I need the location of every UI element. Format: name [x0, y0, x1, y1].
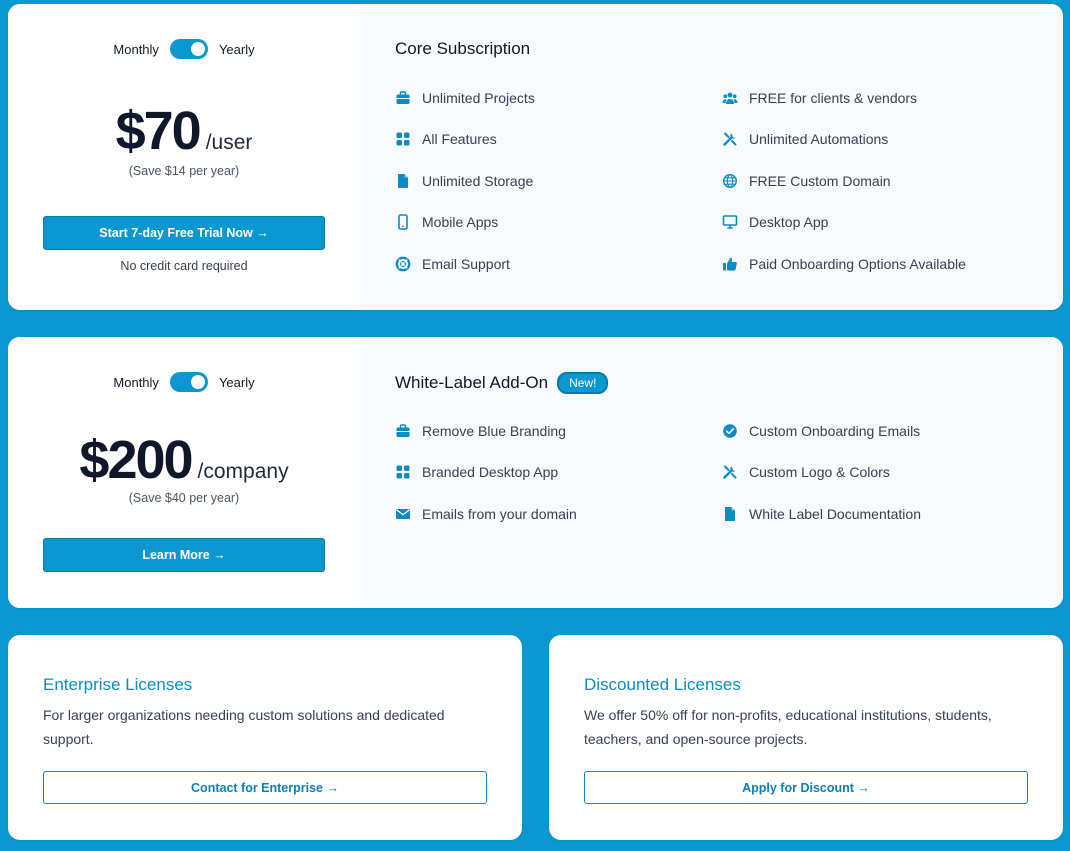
yearly-label: Yearly	[218, 41, 255, 57]
feature-item	[395, 170, 722, 191]
yearly-savings: (Save $40 per year)	[128, 491, 240, 505]
feature-label: Paid Onboarding Options Available	[749, 255, 966, 272]
globe-icon	[722, 173, 738, 189]
feature-label: FREE for clients & vendors	[749, 89, 918, 106]
white-label-card	[8, 337, 1063, 608]
feature-label: Email Support	[422, 255, 510, 272]
feature-item	[722, 129, 1049, 150]
feature-label: All Features	[422, 131, 497, 147]
learn-more-button[interactable]: Learn More →	[43, 538, 325, 572]
price-row	[8, 100, 360, 162]
feature-item	[722, 503, 1049, 524]
enterprise-title: Enterprise Licenses	[43, 675, 193, 694]
price-row	[8, 429, 360, 491]
feature-label: Mobile Apps	[422, 214, 499, 230]
feature-list	[395, 87, 1055, 274]
billing-toggle-row	[8, 372, 360, 392]
feature-item	[395, 420, 722, 441]
price-value: $200	[79, 430, 192, 490]
grid-icon	[395, 464, 411, 480]
discounted-licenses-card	[549, 635, 1063, 840]
briefcase-icon	[395, 423, 411, 439]
monthly-label: Monthly	[113, 374, 159, 390]
feature-label: Desktop App	[749, 214, 829, 230]
price-value: $70	[115, 101, 200, 161]
discount-title: Discounted Licenses	[584, 675, 741, 694]
price-unit: /user	[205, 131, 253, 154]
mobile-icon	[395, 214, 411, 230]
plan-title-text: White-Label Add-On	[395, 373, 549, 392]
feature-label: Unlimited Projects	[422, 89, 535, 106]
envelope-icon	[395, 506, 411, 522]
start-trial-button[interactable]: Start 7-day Free Trial Now →	[43, 216, 325, 250]
enterprise-description: For larger organizations needing custom solutions and dedicated support.	[43, 707, 445, 747]
feature-item	[395, 87, 722, 108]
feature-label: Unlimited Automations	[749, 131, 889, 147]
feature-item	[395, 212, 722, 233]
tools-icon	[722, 131, 738, 147]
feature-label: Custom Logo & Colors	[749, 464, 890, 480]
toggle-knob	[191, 375, 205, 389]
feature-list	[395, 420, 1055, 524]
feature-item	[395, 129, 722, 150]
feature-item	[722, 462, 1049, 483]
file-icon	[722, 506, 738, 522]
feature-item	[722, 253, 1049, 274]
feature-item	[722, 87, 1049, 108]
feature-item	[395, 462, 722, 483]
feature-label: Unlimited Storage	[422, 172, 534, 189]
yearly-savings: (Save $14 per year)	[128, 164, 240, 178]
feature-item	[722, 420, 1049, 441]
feature-label: Emails from your domain	[422, 505, 577, 522]
file-icon	[395, 173, 411, 189]
discount-description: We offer 50% off for non-profits, educational institutions, students, teachers, and open-source projects.	[584, 707, 992, 747]
check-circle-icon	[722, 423, 738, 439]
toggle-knob	[191, 42, 205, 56]
price-unit: /company	[197, 460, 289, 483]
desktop-icon	[722, 214, 738, 230]
feature-item	[395, 253, 722, 274]
billing-toggle[interactable]	[170, 39, 208, 59]
tools-icon	[722, 464, 738, 480]
plan-title	[395, 372, 608, 394]
monthly-label: Monthly	[113, 41, 159, 57]
core-subscription-card	[8, 4, 1063, 310]
white-label-features-panel	[360, 337, 1063, 608]
feature-label: FREE Custom Domain	[749, 172, 891, 189]
plan-title	[395, 39, 530, 59]
thumbs-up-icon	[722, 256, 738, 272]
core-features-panel	[360, 4, 1063, 310]
feature-label: Remove Blue Branding	[422, 422, 566, 439]
life-ring-icon	[395, 256, 411, 272]
billing-toggle-row	[8, 39, 360, 59]
core-pricing-panel	[8, 4, 360, 310]
briefcase-icon	[395, 90, 411, 106]
users-icon	[722, 90, 738, 106]
billing-toggle[interactable]	[170, 372, 208, 392]
enterprise-licenses-card	[8, 635, 522, 840]
apply-discount-button[interactable]: Apply for Discount →	[584, 771, 1028, 804]
plan-title-text: Core Subscription	[395, 39, 531, 58]
feature-item	[395, 503, 722, 524]
yearly-label: Yearly	[218, 374, 255, 390]
feature-label: Custom Onboarding Emails	[749, 422, 921, 439]
contact-enterprise-button[interactable]: Contact for Enterprise →	[43, 771, 487, 804]
feature-item	[722, 212, 1049, 233]
grid-icon	[395, 131, 411, 147]
no-credit-card-note: No credit card required	[120, 259, 248, 273]
white-label-pricing-panel	[8, 337, 360, 608]
feature-label: White Label Documentation	[749, 505, 921, 522]
feature-label: Branded Desktop App	[422, 464, 559, 480]
feature-item	[722, 170, 1049, 191]
new-badge: New!	[557, 372, 608, 394]
